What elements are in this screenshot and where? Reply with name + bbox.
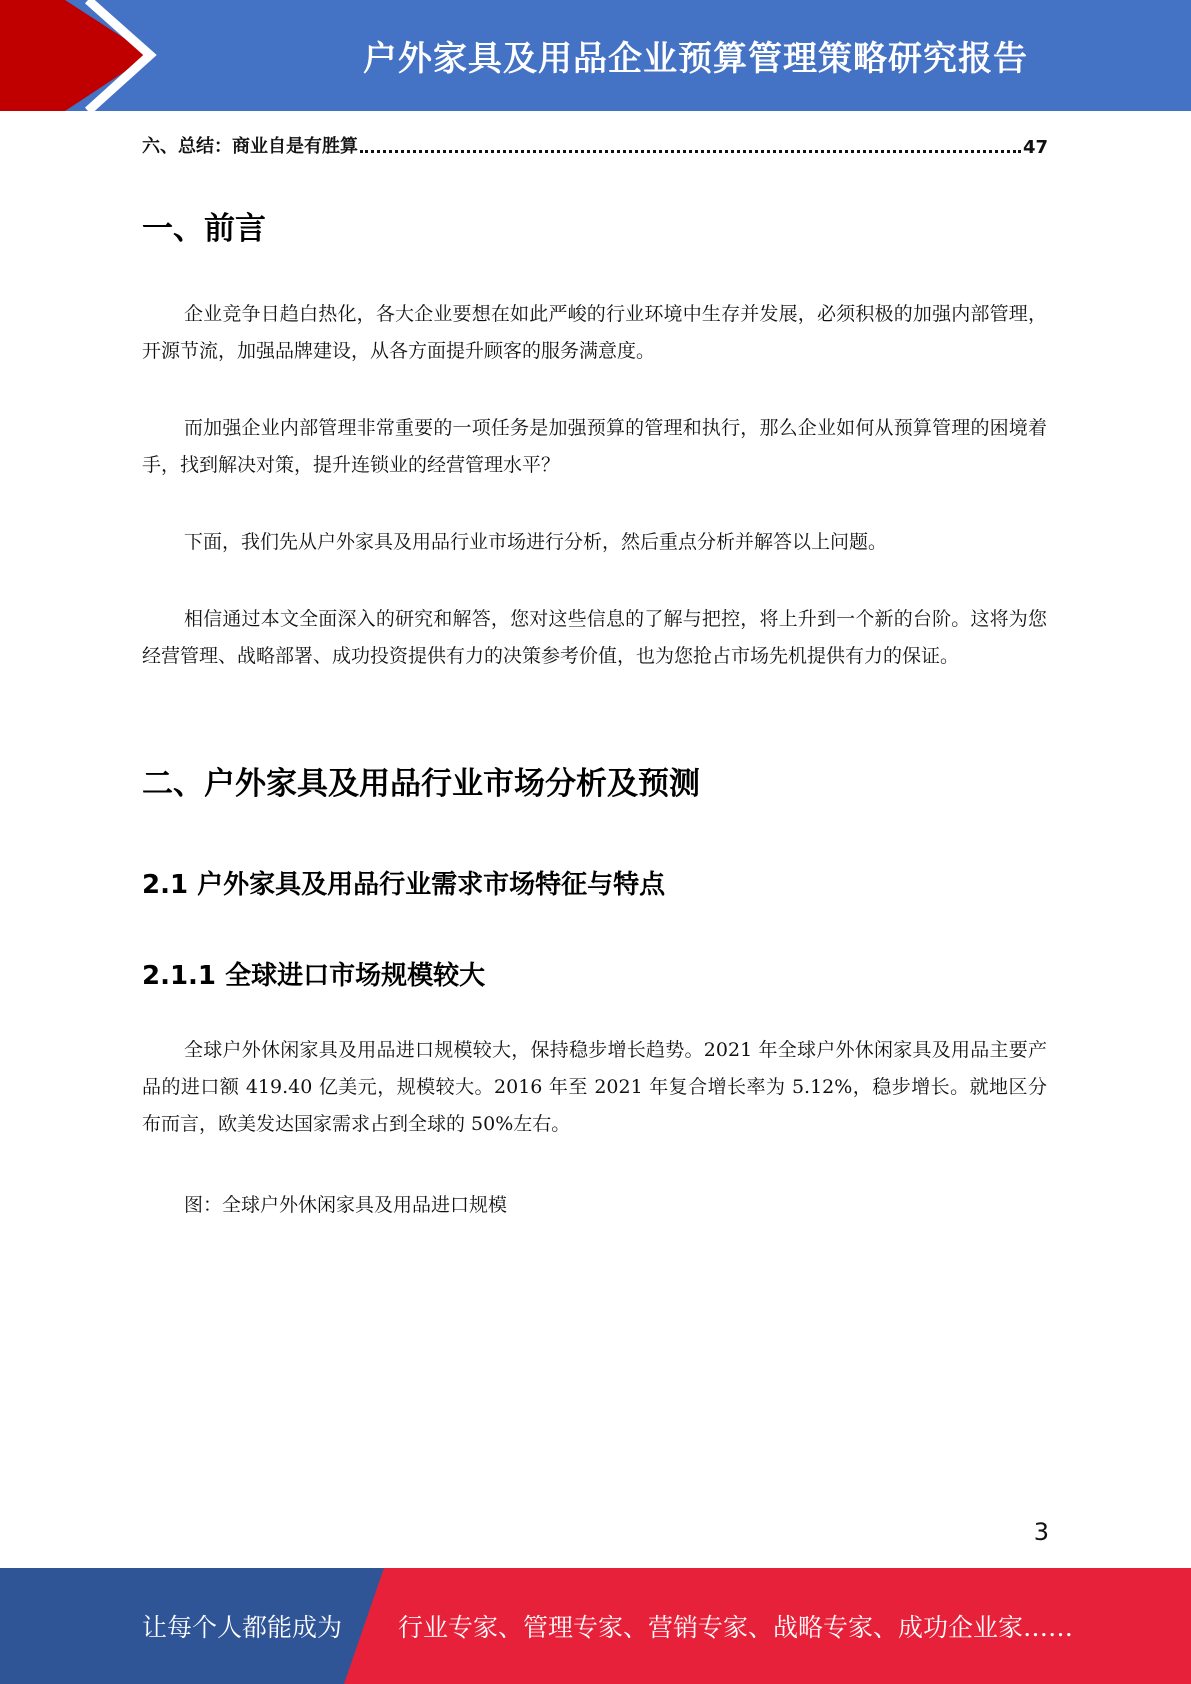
header-red-arrow	[0, 0, 150, 111]
paragraph-preface-3: 下面，我们先从户外家具及用品行业市场进行分析，然后重点分析并解答以上问题。	[184, 531, 888, 553]
section-heading-preface: 一、前言	[142, 211, 266, 247]
footer-banner	[0, 1568, 1191, 1684]
paragraph-global-import: 全球户外休闲家具及用品进口规模较大，保持稳步增长趋势。2021 年全球户外休闲家具及用品主要产品的进口额 419.40 亿美元，规模较大。2016 年至 2021 年复合增长率为 5.12%，稳步增长。就地区分布而言，欧美发达国家需求占到全球的 50%左右。	[142, 1039, 1047, 1135]
subsection-heading-2-1-1: 2.1.1 全球进口市场规模较大	[142, 961, 486, 991]
footer-slogan-left: 让每个人都能成为	[142, 1613, 343, 1642]
header-banner	[0, 0, 1191, 111]
paragraph-preface-4: 相信通过本文全面深入的研究和解答，您对这些信息的了解与把控，将上升到一个新的台阶。这将为您经营管理、战略部署、成功投资提供有力的决策参考价值，也为您抢占市场先机提供有力的保证。	[142, 608, 1047, 667]
toc-leader-dots	[360, 150, 1021, 153]
figure-caption: 图：全球户外休闲家具及用品进口规模	[184, 1194, 508, 1216]
header-arrow-decoration	[0, 0, 200, 111]
footer-slogan-right: 行业专家、管理专家、营销专家、战略专家、成功企业家……	[398, 1613, 1074, 1642]
document-title: 户外家具及用品企业预算管理策略研究报告	[363, 39, 1028, 79]
section-heading-market-analysis: 二、户外家具及用品行业市场分析及预测	[142, 766, 700, 802]
paragraph-preface-1: 企业竞争日趋白热化，各大企业要想在如此严峻的行业环境中生存并发展，必须积极的加强内部管理，开源节流，加强品牌建设，从各方面提升顾客的服务满意度。	[142, 303, 1047, 362]
toc-entry-label: 六、总结：商业自是有胜算	[142, 136, 358, 157]
page-number: 3	[1033, 1518, 1049, 1546]
toc-entry[interactable]	[142, 130, 1048, 158]
toc-entry-page: 47	[1022, 137, 1048, 158]
paragraph-preface-2: 而加强企业内部管理非常重要的一项任务是加强预算的管理和执行，那么企业如何从预算管理的困境着手，找到解决对策，提升连锁业的经营管理水平？	[142, 417, 1047, 476]
subsection-heading-2-1: 2.1 户外家具及用品行业需求市场特征与特点	[142, 870, 666, 900]
